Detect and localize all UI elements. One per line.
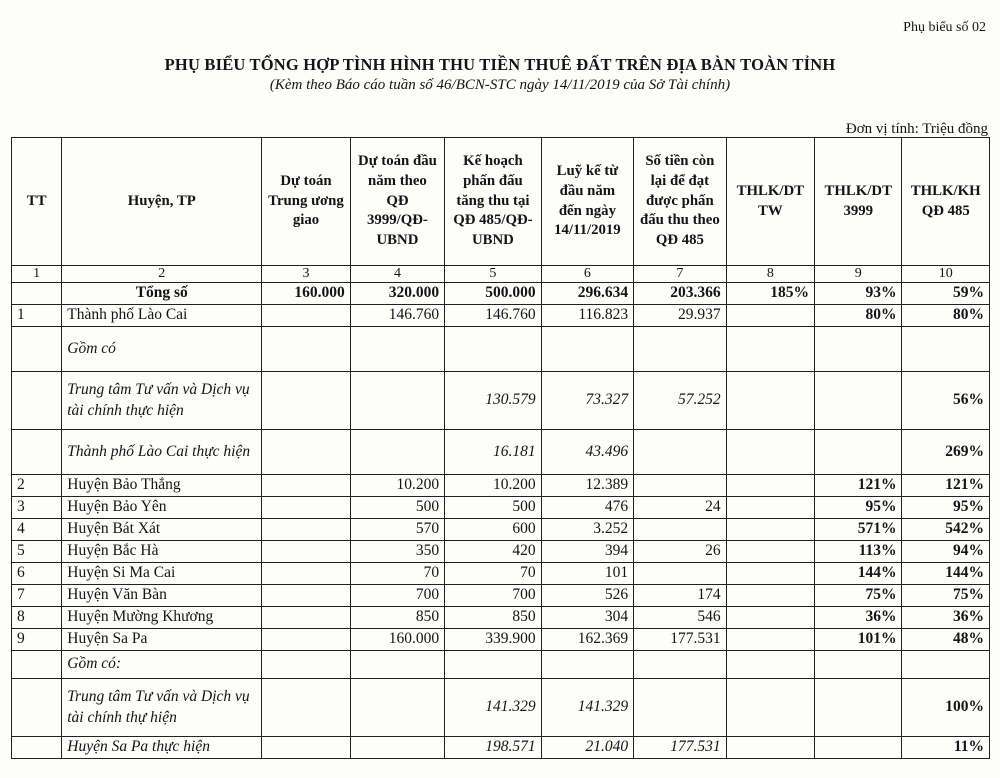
table-cell: 146.760 (350, 305, 444, 327)
table-cell (541, 651, 633, 679)
table-row (12, 541, 990, 563)
table-cell: 320.000 (350, 283, 444, 305)
col-header-initial-estimate: Dự toán đầu năm theo QĐ 3999/QĐ-UBND (350, 138, 444, 266)
table-row (12, 519, 990, 541)
col-header-central-estimate: Dự toán Trung ương giao (262, 138, 350, 266)
table-cell: 600 (445, 519, 541, 541)
table-cell: Huyện Bắc Hà (62, 541, 262, 563)
table-cell (262, 651, 350, 679)
table-cell: 57.252 (634, 372, 726, 430)
table-cell (350, 737, 444, 759)
table-cell (12, 430, 62, 475)
table-cell: 570 (350, 519, 444, 541)
table-cell: 198.571 (445, 737, 541, 759)
table-cell: 75% (815, 585, 902, 607)
table-cell: 73.327 (541, 372, 633, 430)
table-cell: 350 (350, 541, 444, 563)
table-cell: 10.200 (350, 475, 444, 497)
table-cell: 48% (902, 629, 990, 651)
col-number: 8 (726, 266, 814, 283)
table-cell (12, 327, 62, 372)
table-cell: 269% (902, 430, 990, 475)
table-cell (262, 585, 350, 607)
table-cell: 144% (815, 563, 902, 585)
table-cell (262, 629, 350, 651)
table-cell: Huyện Sa Pa (62, 629, 262, 651)
table-cell (350, 372, 444, 430)
table-cell (12, 737, 62, 759)
table-cell: 141.329 (541, 679, 633, 737)
table-cell: Huyện Si Ma Cai (62, 563, 262, 585)
table-cell (726, 519, 814, 541)
table-cell: Huyện Bảo Yên (62, 497, 262, 519)
table-cell: 144% (902, 563, 990, 585)
table-cell: 296.634 (541, 283, 633, 305)
table-cell (262, 475, 350, 497)
table-cell (726, 305, 814, 327)
table-row (12, 372, 990, 430)
col-header-district: Huyện, TP (62, 138, 262, 266)
table-cell (726, 327, 814, 372)
table-cell (12, 651, 62, 679)
table-cell: 93% (815, 283, 902, 305)
table-row (12, 679, 990, 737)
table-cell: 36% (902, 607, 990, 629)
table-row (12, 651, 990, 679)
table-cell: Tổng số (62, 283, 262, 305)
table-cell: 500.000 (445, 283, 541, 305)
total-row (12, 283, 990, 305)
table-cell: 59% (902, 283, 990, 305)
table-cell (815, 651, 902, 679)
table-cell (726, 607, 814, 629)
table-cell: 3 (12, 497, 62, 519)
col-number: 6 (541, 266, 633, 283)
table-cell (262, 541, 350, 563)
table-cell: 177.531 (634, 737, 726, 759)
table-cell: 29.937 (634, 305, 726, 327)
table-cell: 101% (815, 629, 902, 651)
table-cell: 160.000 (262, 283, 350, 305)
table-cell (262, 607, 350, 629)
table-row (12, 305, 990, 327)
table-cell (726, 497, 814, 519)
table-row (12, 607, 990, 629)
table-cell: 304 (541, 607, 633, 629)
table-cell: 21.040 (541, 737, 633, 759)
table-cell (815, 372, 902, 430)
table-cell (262, 679, 350, 737)
table-cell: Trung tâm Tư vấn và Dịch vụ tài chính thự hiện (62, 679, 262, 737)
table-cell: 571% (815, 519, 902, 541)
table-cell: 43.496 (541, 430, 633, 475)
table-cell (634, 430, 726, 475)
table-cell: 700 (350, 585, 444, 607)
col-header-remaining: Số tiền còn lại để đạt được phấn đấu thu theo QĐ 485 (634, 138, 726, 266)
col-header-thlk-kh-485: THLK/KH QĐ 485 (902, 138, 990, 266)
col-header-tt: TT (12, 138, 62, 266)
table-row (12, 585, 990, 607)
table-cell: 162.369 (541, 629, 633, 651)
table-cell: Gồm có (62, 327, 262, 372)
table-cell (634, 475, 726, 497)
col-number: 3 (262, 266, 350, 283)
table-cell: 1 (12, 305, 62, 327)
table-cell: 700 (445, 585, 541, 607)
document-title: PHỤ BIỂU TỔNG HỢP TÌNH HÌNH THU TIỀN THUÊ ĐẤT TRÊN ĐỊA BÀN TOÀN TỈNH (164, 55, 836, 74)
table-cell: 70 (350, 563, 444, 585)
table-cell (262, 497, 350, 519)
table-cell: 850 (350, 607, 444, 629)
table-cell: Huyện Bát Xát (62, 519, 262, 541)
table-cell (634, 563, 726, 585)
table-cell: 420 (445, 541, 541, 563)
table-cell: 160.000 (350, 629, 444, 651)
col-number: 1 (12, 266, 62, 283)
table-cell: 116.823 (541, 305, 633, 327)
table-cell: 542% (902, 519, 990, 541)
table-cell: 80% (902, 305, 990, 327)
table-cell (262, 327, 350, 372)
header-row (12, 138, 990, 266)
col-number: 4 (350, 266, 444, 283)
table-cell (634, 651, 726, 679)
col-number: 2 (62, 266, 262, 283)
land-rent-summary-table (11, 137, 990, 759)
table-row (12, 475, 990, 497)
table-cell: Thành phố Lào Cai thực hiện (62, 430, 262, 475)
table-cell: 141.329 (445, 679, 541, 737)
table-cell (262, 305, 350, 327)
table-cell (726, 629, 814, 651)
table-cell (12, 679, 62, 737)
table-cell: 850 (445, 607, 541, 629)
table-cell: 101 (541, 563, 633, 585)
table-cell (726, 679, 814, 737)
table-row (12, 737, 990, 759)
table-cell (634, 327, 726, 372)
table-cell (262, 519, 350, 541)
table-cell: Huyện Văn Bàn (62, 585, 262, 607)
table-cell: 70 (445, 563, 541, 585)
table-cell: 500 (350, 497, 444, 519)
table-cell (726, 651, 814, 679)
unit-label: Đơn vị tính: Triệu đồng (845, 121, 988, 137)
table-row (12, 629, 990, 651)
table-row (12, 563, 990, 585)
table-cell: 36% (815, 607, 902, 629)
table-cell (634, 679, 726, 737)
table-cell: 526 (541, 585, 633, 607)
table-cell: 2 (12, 475, 62, 497)
table-cell: 7 (12, 585, 62, 607)
document-subtitle: (Kèm theo Báo cáo tuần số 46/BCN-STC ngày 14/11/2019 của Sở Tài chính) (269, 77, 731, 93)
table-cell: Huyện Mường Khương (62, 607, 262, 629)
table-cell (350, 651, 444, 679)
table-cell (12, 283, 62, 305)
col-number: 10 (902, 266, 990, 283)
table-cell: 121% (815, 475, 902, 497)
table-cell (726, 585, 814, 607)
table-cell: 146.760 (445, 305, 541, 327)
table-cell: 203.366 (634, 283, 726, 305)
table-cell (902, 327, 990, 372)
table-cell (902, 651, 990, 679)
table-cell (541, 327, 633, 372)
table-cell (634, 519, 726, 541)
col-number: 9 (815, 266, 902, 283)
table-cell: 113% (815, 541, 902, 563)
table-cell (12, 372, 62, 430)
col-header-plan-485: Kế hoạch phấn đấu tăng thu tại QĐ 485/QĐ-UBND (445, 138, 541, 266)
col-header-thlk-dt-3999: THLK/DT 3999 (815, 138, 902, 266)
table-cell: 5 (12, 541, 62, 563)
table-cell: Trung tâm Tư vấn và Dịch vụ tài chính thực hiện (62, 372, 262, 430)
table-cell: 339.900 (445, 629, 541, 651)
table-row (12, 430, 990, 475)
table-cell: 26 (634, 541, 726, 563)
table-cell: 8 (12, 607, 62, 629)
table-cell (726, 430, 814, 475)
table-cell (262, 372, 350, 430)
table-cell (815, 327, 902, 372)
table-cell (726, 563, 814, 585)
table-cell: 11% (902, 737, 990, 759)
table-cell (350, 430, 444, 475)
table-cell (726, 541, 814, 563)
table-cell (262, 563, 350, 585)
table-cell: 500 (445, 497, 541, 519)
table-cell: 10.200 (445, 475, 541, 497)
table-cell: 94% (902, 541, 990, 563)
table-cell: 130.579 (445, 372, 541, 430)
table-cell: 56% (902, 372, 990, 430)
table-cell: 121% (902, 475, 990, 497)
table-cell: 9 (12, 629, 62, 651)
table-cell (815, 430, 902, 475)
table-cell: 546 (634, 607, 726, 629)
table-row (12, 497, 990, 519)
table-cell (726, 737, 814, 759)
table-cell: 100% (902, 679, 990, 737)
table-cell: 24 (634, 497, 726, 519)
table-cell (815, 679, 902, 737)
table-cell: 177.531 (634, 629, 726, 651)
table-cell: Gồm có: (62, 651, 262, 679)
col-header-thlk-dt-tw: THLK/DT TW (726, 138, 814, 266)
table-cell: Huyện Bảo Thắng (62, 475, 262, 497)
table-cell: 12.389 (541, 475, 633, 497)
table-cell (445, 327, 541, 372)
table-cell (726, 475, 814, 497)
table-cell: 80% (815, 305, 902, 327)
table-cell (726, 372, 814, 430)
table-cell: 4 (12, 519, 62, 541)
column-number-row (12, 266, 990, 283)
table-cell (262, 737, 350, 759)
col-number: 7 (634, 266, 726, 283)
table-cell: 6 (12, 563, 62, 585)
col-header-accumulated: Luỹ kế từ đầu năm đến ngày 14/11/2019 (541, 138, 633, 266)
table-cell: 185% (726, 283, 814, 305)
table-cell (815, 737, 902, 759)
table-cell: 394 (541, 541, 633, 563)
table-cell: Huyện Sa Pa thực hiện (62, 737, 262, 759)
table-cell: 476 (541, 497, 633, 519)
table-cell: Thành phố Lào Cai (62, 305, 262, 327)
appendix-number: Phụ biểu số 02 (903, 20, 986, 35)
table-cell: 95% (815, 497, 902, 519)
col-number: 5 (445, 266, 541, 283)
table-cell: 95% (902, 497, 990, 519)
table-row (12, 327, 990, 372)
table-cell: 75% (902, 585, 990, 607)
table-cell: 3.252 (541, 519, 633, 541)
table-cell (350, 327, 444, 372)
table-cell (445, 651, 541, 679)
table-cell: 16.181 (445, 430, 541, 475)
table-cell (262, 430, 350, 475)
table-cell (350, 679, 444, 737)
table-cell: 174 (634, 585, 726, 607)
